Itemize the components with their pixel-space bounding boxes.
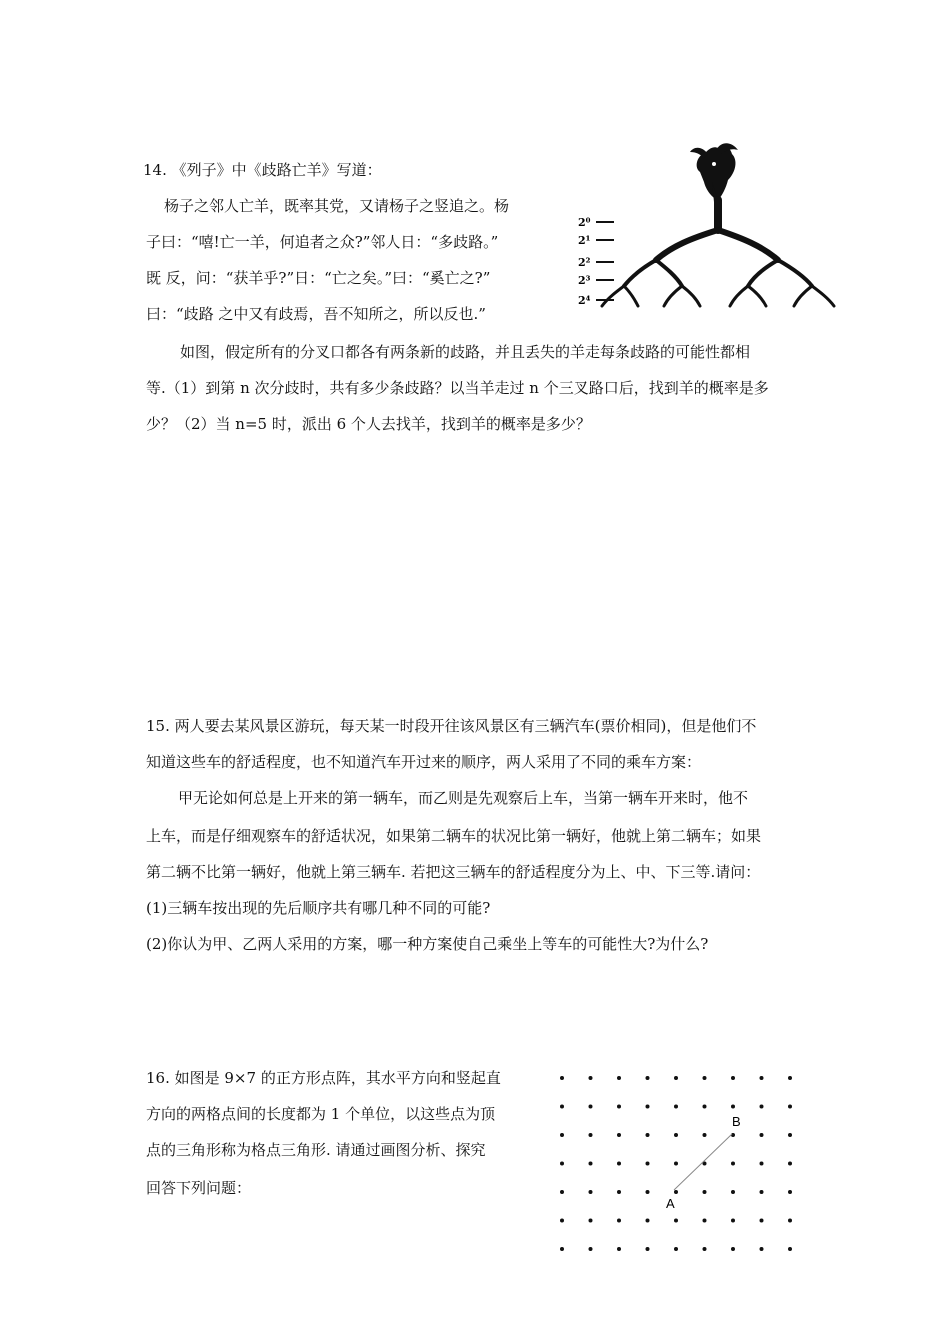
lattice-dot xyxy=(760,1190,764,1194)
level-label-3: 2³ xyxy=(578,274,591,287)
lattice-dot xyxy=(589,1219,593,1223)
lattice-dot xyxy=(788,1105,792,1109)
point-b-label: B xyxy=(732,1114,741,1129)
lattice-dot xyxy=(646,1247,650,1251)
lattice-dot xyxy=(560,1219,564,1223)
p14-line-6: 如图，假定所有的分叉口都各有两条新的歧路，并且丢失的羊走每条歧路的可能性都相 xyxy=(180,343,751,361)
p16-line-2: 方向的两格点间的长度都为 1 个单位，以这些点为顶 xyxy=(146,1105,496,1123)
lattice-dot xyxy=(674,1219,678,1223)
p14-line-2: 杨子之邻人亡羊，既率其党，又请杨子之竖追之。杨 xyxy=(164,197,510,215)
lattice-dot xyxy=(589,1105,593,1109)
lattice-dot xyxy=(731,1247,735,1251)
p14-line-4: 既 反，问：“获羊乎?”日：“亡之矣。”曰：“奚亡之?” xyxy=(146,269,491,287)
lattice-dot xyxy=(646,1190,650,1194)
goat-head-icon xyxy=(690,143,738,202)
lattice-dot xyxy=(646,1105,650,1109)
lattice-dot xyxy=(589,1162,593,1166)
lattice-dot xyxy=(589,1190,593,1194)
lattice-dot xyxy=(788,1219,792,1223)
lattice-dot xyxy=(617,1190,621,1194)
dot-lattice-figure xyxy=(548,1062,808,1262)
goat-tree-figure xyxy=(572,142,842,312)
lattice-dot xyxy=(617,1247,621,1251)
branch-paths xyxy=(602,200,834,306)
p14-line-8: 少？（2）当 n=5 时，派出 6 个人去找羊，找到羊的概率是多少？ xyxy=(146,415,591,433)
p15-line-6: (1)三辆车按出现的先后顺序共有哪几种不同的可能? xyxy=(146,899,491,917)
lattice-dot xyxy=(617,1076,621,1080)
lattice-dot xyxy=(646,1219,650,1223)
lattice-dot xyxy=(560,1133,564,1137)
point-a-label: A xyxy=(666,1196,675,1211)
p14-line-7: 等.（1）到第 n 次分歧时，共有多少条歧路？以当羊走过 n 个三叉路口后，找到羊的概率是多 xyxy=(146,379,769,397)
p15-line-3: 甲无论如何总是上开来的第一辆车，而乙则是先观察后上车，当第一辆车开来时，他不 xyxy=(178,789,749,807)
p16-line-4: 回答下列问题： xyxy=(146,1179,252,1197)
lattice-dot xyxy=(589,1133,593,1137)
lattice-dot xyxy=(703,1190,707,1194)
p15-line-4: 上车，而是仔细观察车的舒适状况，如果第二辆车的状况比第一辆好，他就上第二辆车；如果 xyxy=(146,827,762,845)
lattice-dot xyxy=(760,1133,764,1137)
level-label-1: 2¹ xyxy=(578,234,591,247)
lattice-dot xyxy=(617,1133,621,1137)
level-label-2: 2² xyxy=(578,256,591,269)
lattice-dot xyxy=(760,1219,764,1223)
lattice-dot xyxy=(674,1076,678,1080)
lattice-dot xyxy=(703,1247,707,1251)
lattice-dot xyxy=(560,1076,564,1080)
lattice-dot xyxy=(646,1076,650,1080)
lattice-dot xyxy=(788,1133,792,1137)
lattice-dot xyxy=(617,1162,621,1166)
level-labels xyxy=(578,216,614,307)
lattice-dot xyxy=(760,1105,764,1109)
lattice-dot xyxy=(589,1076,593,1080)
lattice-dot xyxy=(760,1076,764,1080)
lattice-dot xyxy=(788,1190,792,1194)
lattice-dot xyxy=(646,1133,650,1137)
p15-line-1: 15. 两人要去某风景区游玩，每天某一时段开往该风景区有三辆汽车(票价相同)，但是他们不 xyxy=(146,717,757,735)
lattice-dot xyxy=(703,1133,707,1137)
lattice-dot xyxy=(731,1219,735,1223)
lattice-dot xyxy=(788,1162,792,1166)
lattice-dot xyxy=(731,1076,735,1080)
lattice-dot xyxy=(560,1247,564,1251)
lattice-dot xyxy=(731,1162,735,1166)
lattice-dot xyxy=(589,1247,593,1251)
p14-line-1: 14. 《列子》中《歧路亡羊》写道： xyxy=(143,161,382,179)
lattice-dot xyxy=(760,1247,764,1251)
lattice-dot xyxy=(674,1162,678,1166)
lattice-dot xyxy=(617,1105,621,1109)
p15-line-5: 第二辆不比第一辆好，他就上第三辆车. 若把这三辆车的舒适程度分为上、中、下三等.请问： xyxy=(146,863,761,881)
p15-line-7: (2)你认为甲、乙两人采用的方案，哪一种方案使自己乘坐上等车的可能性大?为什么? xyxy=(146,935,709,953)
level-label-0: 2⁰ xyxy=(578,216,591,229)
p15-line-2: 知道这些车的舒适程度，也不知道汽车开过来的顺序，两人采用了不同的乘车方案： xyxy=(146,753,702,771)
lattice-dot xyxy=(560,1105,564,1109)
lattice-dot xyxy=(703,1105,707,1109)
lattice-dot xyxy=(731,1105,735,1109)
lattice-dot xyxy=(788,1076,792,1080)
p14-line-3: 子曰：“嘻!亡一羊，何追者之众?”邻人日：“多歧路。” xyxy=(146,233,499,251)
lattice-dot xyxy=(674,1105,678,1109)
lattice-dot xyxy=(760,1162,764,1166)
lattice-dot xyxy=(560,1162,564,1166)
segment-ab xyxy=(674,1134,732,1190)
lattice-dot xyxy=(674,1190,678,1194)
lattice-dot xyxy=(788,1247,792,1251)
level-label-4: 2⁴ xyxy=(578,294,591,307)
lattice-dot xyxy=(646,1162,650,1166)
lattice-dot xyxy=(674,1247,678,1251)
lattice-dot xyxy=(703,1076,707,1080)
p14-line-5: 曰：“歧路 之中又有歧焉，吾不知所之，所以反也.” xyxy=(146,305,486,323)
p16-line-1: 16. 如图是 9×7 的正方形点阵，其水平方向和竖起直 xyxy=(146,1069,501,1087)
lattice-dot xyxy=(560,1190,564,1194)
lattice-dot xyxy=(731,1190,735,1194)
lattice-dot xyxy=(674,1133,678,1137)
lattice-dot xyxy=(617,1219,621,1223)
lattice-dot xyxy=(703,1219,707,1223)
p16-line-3: 点的三角形称为格点三角形. 请通过画图分析、探究 xyxy=(146,1141,486,1159)
